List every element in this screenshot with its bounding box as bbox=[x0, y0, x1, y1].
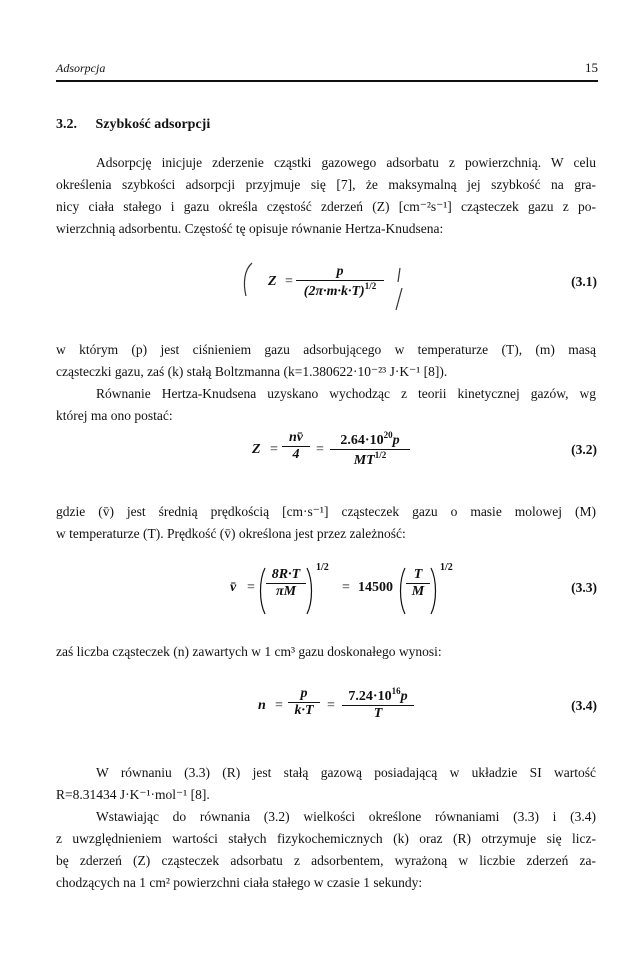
eq-denominator-base: MT bbox=[353, 453, 375, 469]
paren-right bbox=[306, 566, 314, 616]
equation-label: (3.3) bbox=[571, 580, 597, 595]
eq-equals: = bbox=[247, 580, 255, 595]
text-line: Wstawiając do równania (3.2) wielkości określone równaniami (3.3) i (3.4) bbox=[96, 809, 596, 824]
paragraph-velocity bbox=[56, 501, 596, 545]
eq-denominator bbox=[330, 450, 410, 469]
eq-denominator: M bbox=[411, 584, 425, 600]
text-line: której ma ono postać: bbox=[56, 408, 173, 423]
paragraph-definitions bbox=[56, 339, 596, 383]
equation-3-1 bbox=[0, 258, 643, 318]
eq-numerator: nv̄ bbox=[289, 430, 303, 445]
paren-right bbox=[430, 566, 438, 616]
text-line: wierzchnią adsorbentu. Częstość tę opisuje równanie Hertza-Knudsena: bbox=[56, 221, 444, 236]
eq-lhs: Z bbox=[268, 274, 277, 289]
paragraph-kinetic bbox=[56, 383, 596, 427]
eq-denominator bbox=[296, 281, 384, 300]
eq-numerator bbox=[342, 686, 414, 705]
text-line: nicy ciała stałego i gazu określa częstość zderzeń (Z) [cm⁻²s⁻¹] cząsteczek gazu z po- bbox=[56, 199, 596, 214]
eq-fraction-2 bbox=[330, 430, 410, 469]
eq-numerator-exp: 20 bbox=[383, 430, 393, 440]
paren-left bbox=[398, 566, 406, 616]
paragraph-gas-constant bbox=[56, 762, 596, 806]
page-number: 15 bbox=[585, 60, 598, 75]
text-line: Równanie Hertza-Knudsena uzyskano wychodząc z teorii kinetycznej gazów, wg bbox=[96, 386, 596, 401]
header-rule bbox=[56, 80, 598, 82]
text-line: chodzących na 1 cm² powierzchni ciała stałego w czasie 1 sekundy: bbox=[56, 875, 423, 890]
equation-3-2 bbox=[0, 428, 643, 488]
eq-equals: = bbox=[275, 698, 283, 713]
section-heading bbox=[56, 117, 210, 133]
text-line: gdzie (v̄) jest średnią prędkością [cm·s⁻¹] cząsteczek gazu o masie molowej (M) bbox=[56, 504, 596, 519]
paragraph-substitution bbox=[56, 806, 596, 894]
eq-equals: = bbox=[342, 580, 350, 595]
eq-denominator: k·T bbox=[294, 703, 314, 719]
text-line: W równaniu (3.3) (R) jest stałą gazową posiadającą w układzie SI wartość bbox=[96, 765, 596, 780]
eq-fraction bbox=[296, 264, 384, 300]
eq-denominator: πM bbox=[275, 584, 297, 600]
text-line: w którym (p) jest ciśnieniem gazu adsorbującego w temperaturze (T), (m) masą bbox=[56, 342, 596, 357]
text-line: w temperaturze (T). Prędkość (v̄) określona jest przez zależność: bbox=[56, 526, 406, 541]
eq-lhs: Z bbox=[252, 442, 261, 457]
eq-numerator-var: p bbox=[400, 689, 408, 704]
equation-3-4 bbox=[0, 682, 643, 742]
section-title: Szybkość adsorpcji bbox=[95, 117, 211, 132]
eq-numerator-coef: 2.64·10 bbox=[340, 433, 384, 448]
paragraph-intro bbox=[56, 152, 596, 240]
running-title: Adsorpcja bbox=[56, 61, 106, 75]
text-line: z uwzględnieniem wartości stałych fizykochemicznych (k) oraz (R) otrzymuje się licz- bbox=[56, 831, 596, 846]
eq-exponent: 1/2 bbox=[316, 562, 329, 573]
eq-equals: = bbox=[270, 442, 278, 457]
equation-label: (3.2) bbox=[571, 442, 597, 457]
equation-3-3 bbox=[0, 562, 643, 622]
eq-fraction-1 bbox=[266, 567, 306, 600]
running-header bbox=[56, 61, 598, 81]
text-line: cząsteczki gazu, zaś (k) stałą Boltzmanna (k=1.380622·10⁻²³ J·K⁻¹ [8]). bbox=[56, 364, 448, 379]
eq-fraction-2 bbox=[406, 567, 430, 600]
eq-equals: = bbox=[327, 698, 335, 713]
text-line: R=8.31434 J·K⁻¹·mol⁻¹ [8]. bbox=[56, 787, 210, 802]
eq-numerator: p bbox=[336, 264, 344, 279]
eq-fraction-1 bbox=[282, 430, 310, 463]
eq-numerator-coef: 7.24·10 bbox=[348, 689, 392, 704]
eq-numerator bbox=[330, 430, 410, 449]
handwritten-bracket-left bbox=[238, 260, 258, 300]
eq-exponent: 1/2 bbox=[440, 562, 453, 573]
eq-fraction-2 bbox=[342, 686, 414, 722]
eq-lhs: n bbox=[258, 698, 266, 713]
eq-numerator: T bbox=[413, 567, 423, 582]
eq-denominator-exp: 1/2 bbox=[374, 450, 387, 461]
eq-equals: = bbox=[316, 442, 324, 457]
eq-denominator-exp: 1/2 bbox=[364, 281, 377, 292]
eq-equals: = bbox=[285, 274, 293, 289]
equation-label: (3.1) bbox=[571, 274, 597, 289]
eq-fraction-1 bbox=[288, 686, 320, 719]
eq-numerator: p bbox=[300, 686, 308, 701]
eq-numerator-exp: 16 bbox=[391, 686, 401, 696]
eq-lhs: v̄ bbox=[230, 580, 237, 595]
text-line: określenia szybkości adsorpcji przyjmuje się [7], że maksymalną jej szybkość na gra- bbox=[56, 177, 596, 192]
eq-numerator: 8R·T bbox=[271, 567, 301, 582]
eq-denominator-base: (2π·m·k·T) bbox=[303, 284, 365, 300]
paren-left bbox=[258, 566, 266, 616]
equation-label: (3.4) bbox=[571, 698, 597, 713]
paragraph-molecule-count bbox=[56, 641, 596, 663]
eq-denominator: T bbox=[373, 706, 383, 722]
eq-denominator: 4 bbox=[292, 447, 300, 463]
eq-numerator-var: p bbox=[392, 433, 400, 448]
eq-coefficient: 14500 bbox=[358, 580, 393, 595]
section-number: 3.2. bbox=[56, 117, 77, 132]
text-line: bę zderzeń (Z) cząsteczek adsorbatu z adsorbentem, wyrażoną w liczbie zderzeń za- bbox=[56, 853, 596, 868]
text-line: Adsorpcję inicjuje zderzenie cząstki gazowego adsorbatu z powierzchnią. W celu bbox=[96, 155, 596, 170]
handwritten-bracket-right bbox=[390, 266, 406, 312]
text-line: zaś liczba cząsteczek (n) zawartych w 1 cm³ gazu doskonałego wynosi: bbox=[56, 644, 442, 659]
